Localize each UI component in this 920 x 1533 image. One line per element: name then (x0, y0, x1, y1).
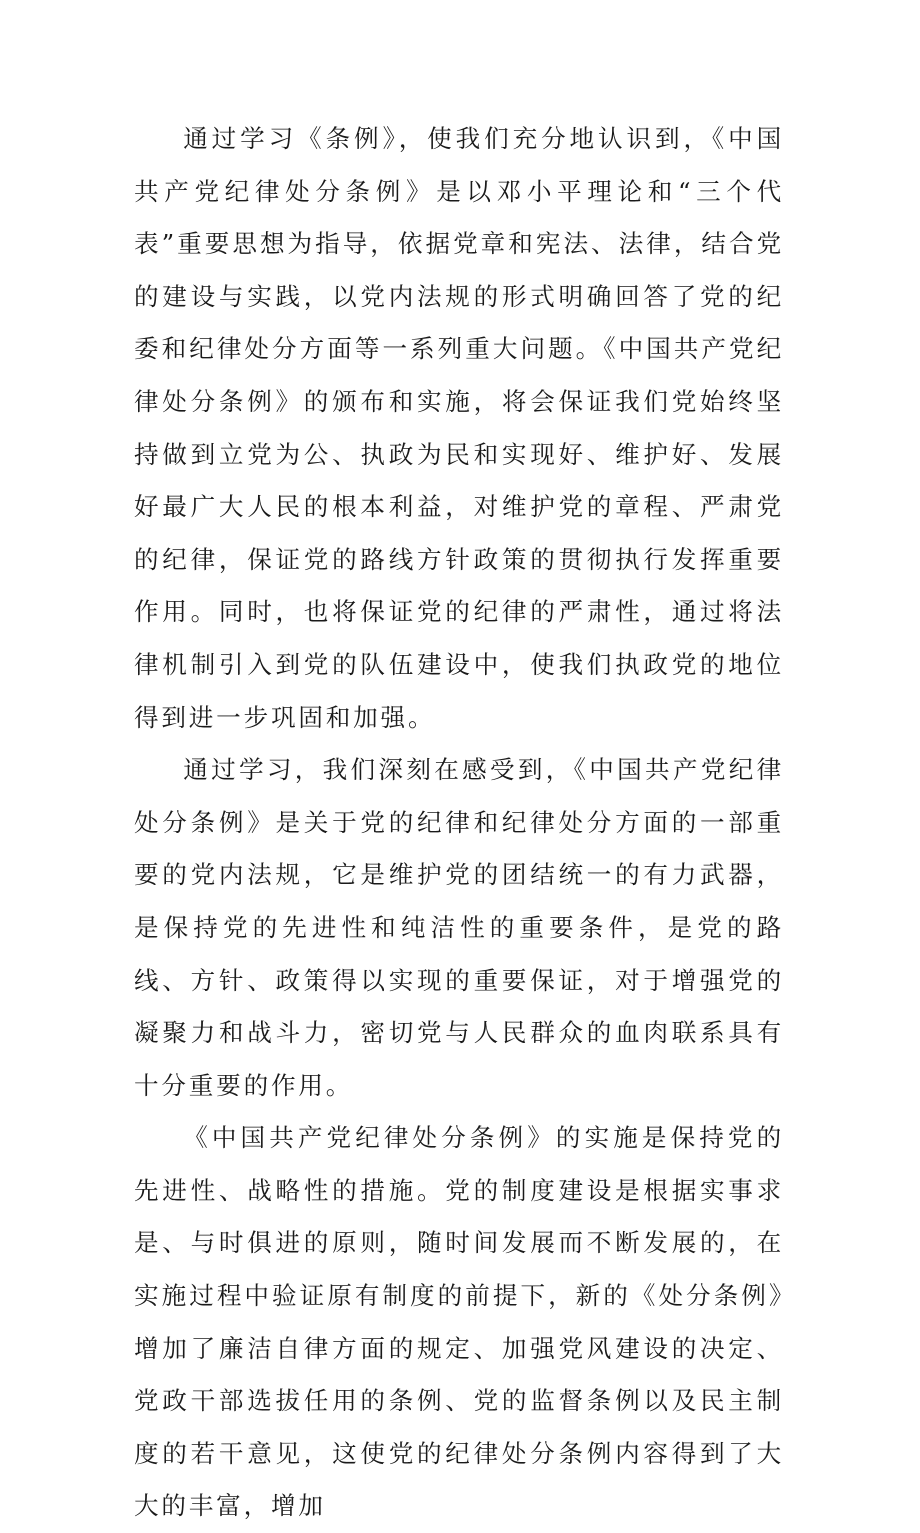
paragraph-3: 《中国共产党纪律处分条例》的实施是保持党的先进性、战略性的措施。党的制度建设是根据实事求是、与时俱进的原则，随时间发展而不断发展的，在实施过程中验证原有制度的前提下，新的《处分条例》增加了廉洁自律方面的规定、加强党风建设的决定、党政干部选拔任用的条例、党的监督条例以及民主制度的若干意见，这使党的纪律处分条例内容得到了大大的丰富，增加 (134, 1123, 784, 1521)
paragraph-2: 通过学习，我们深刻在感受到，《中国共产党纪律处分条例》是关于党的纪律和纪律处分方面的一部重要的党内法规，它是维护党的团结统一的有力武器，是保持党的先进性和纯洁性的重要条件，是党的路线、方针、政策得以实现的重要保证，对于增强党的凝聚力和战斗力，密切党与人民群众的血肉联系具有十分重要的作用。 (134, 755, 784, 1100)
document-body (134, 113, 784, 1533)
paragraph-1: 通过学习《条例》，使我们充分地认识到，《中国共产党纪律处分条例》是以邓小平理论和“三个代表”重要思想为指导，依据党章和宪法、法律，结合党的建设与实践，以党内法规的形式明确回答了党的纪委和纪律处分方面等一系列重大问题。《中国共产党纪律处分条例》的颁布和实施，将会保证我们党始终坚持做到立党为公、执政为民和实现好、维护好、发展好最广大人民的根本利益，对维护党的章程、严肃党的纪律，保证党的路线方针政策的贯彻执行发挥重要作用。同时，也将保证党的纪律的严肃性，通过将法律机制引入到党的队伍建设中，使我们执政党的地位得到进一步巩固和加强。 (134, 124, 784, 732)
